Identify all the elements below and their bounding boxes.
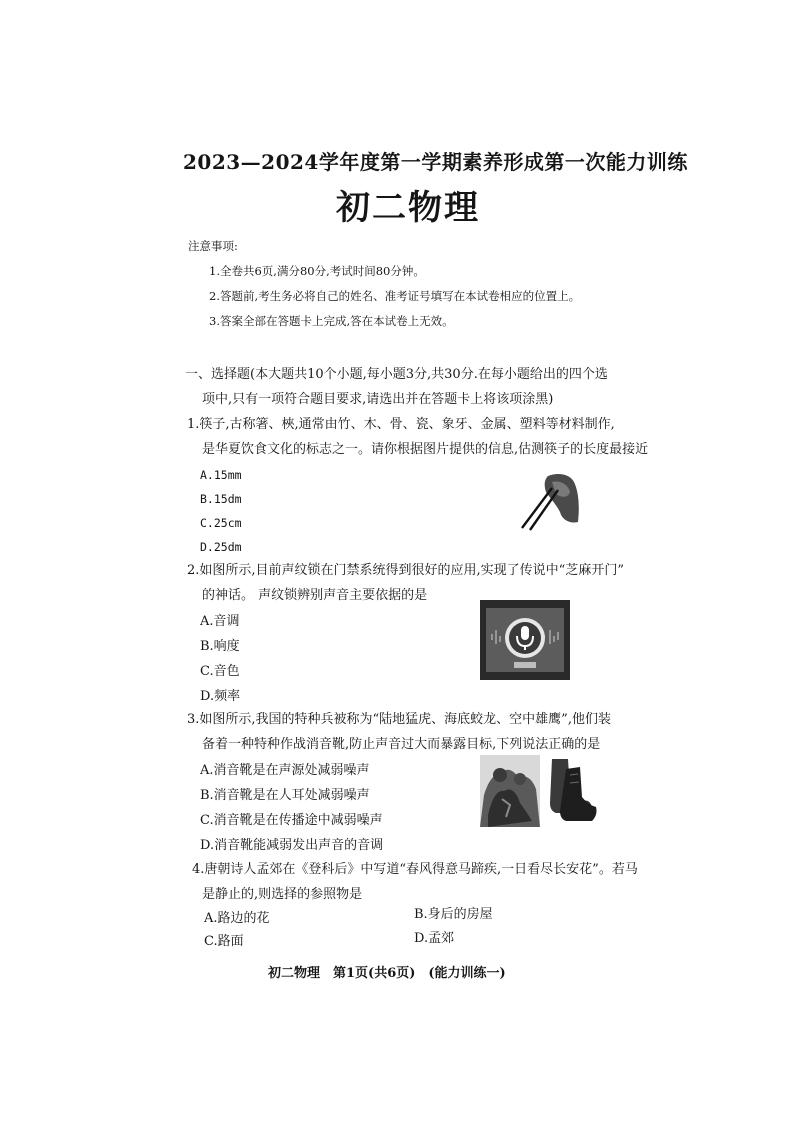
chopsticks-hand-icon bbox=[518, 468, 582, 532]
page-footer: 初二物理 第1页(共6页) (能力训练一) bbox=[268, 966, 506, 981]
q3-stem-line1: 3.如图所示,我国的特种兵被称为“陆地猛虎、海底蛟龙、空中雄鹰”,他们装 bbox=[187, 712, 611, 727]
microphone-icon bbox=[480, 600, 570, 680]
q3-option-b: B.消音靴是在人耳处减弱噪声 bbox=[200, 788, 370, 803]
note-item-3: 3.答案全部在答题卡上完成,答在本试卷上无效。 bbox=[209, 314, 454, 328]
note-item-1: 1.全卷共6页,满分80分,考试时间80分钟。 bbox=[209, 264, 425, 278]
q4-option-c: C.路面 bbox=[204, 934, 244, 949]
q2-option-b: B.响度 bbox=[200, 639, 240, 654]
notes-heading: 注意事项: bbox=[188, 239, 238, 253]
q3-stem-line2: 备着一种特种作战消音靴,防止声音过大而暴露目标,下列说法正确的是 bbox=[202, 737, 601, 752]
q1-option-a: A.15mm bbox=[200, 468, 242, 482]
q4-option-d: D.孟郊 bbox=[414, 931, 455, 946]
section1-line2: 项中,只有一项符合题目要求,请选出并在答题卡上将该项涂黑) bbox=[202, 392, 554, 407]
q1-stem-line2: 是华夏饮食文化的标志之一。请你根据图片提供的信息,估测筷子的长度最接近 bbox=[202, 442, 649, 457]
q2-option-d: D.频率 bbox=[200, 689, 241, 704]
q2-stem-line2: 的神话。 声纹锁辨别声音主要依据的是 bbox=[202, 588, 428, 603]
q1-option-c: C.25cm bbox=[200, 516, 242, 530]
q3-option-d: D.消音靴能减弱发出声音的音调 bbox=[200, 838, 384, 853]
q2-stem-line1: 2.如图所示,目前声纹锁在门禁系统得到很好的应用,实现了传说中“芝麻开门” bbox=[187, 563, 624, 578]
q3-option-a: A.消音靴是在声源处减弱噪声 bbox=[200, 763, 370, 778]
q2-option-a: A.音调 bbox=[200, 614, 240, 629]
q3-option-c: C.消音靴是在传播途中减弱噪声 bbox=[200, 813, 383, 828]
q4-option-b: B.身后的房屋 bbox=[414, 907, 493, 922]
q1-stem-line1: 1.筷子,古称箸、梜,通常由竹、木、骨、瓷、象牙、金属、塑料等材料制作, bbox=[187, 417, 615, 432]
note-item-2: 2.答题前,考生务必将自己的姓名、准考证号填写在本试卷相应的位置上。 bbox=[209, 289, 581, 303]
q2-option-c: C.音色 bbox=[200, 664, 240, 679]
q4-option-a: A.路边的花 bbox=[204, 911, 270, 926]
q4-stem-line1: 4.唐朝诗人孟郊在《登科后》中写道“春风得意马蹄疾,一日看尽长安花”。若马 bbox=[192, 862, 638, 877]
soldiers-photo-icon bbox=[480, 755, 540, 827]
section1-line1: 一、选择题(本大题共10个小题,每小题3分,共30分.在每小题给出的四个选 bbox=[185, 367, 608, 382]
subject-title: 初二物理 bbox=[336, 188, 480, 228]
boots-icon bbox=[546, 755, 598, 827]
exam-title: 2023—2024学年度第一学期素养形成第一次能力训练 bbox=[183, 150, 688, 174]
q4-stem-line2: 是静止的,则选择的参照物是 bbox=[202, 887, 363, 902]
q1-option-d: D.25dm bbox=[200, 540, 242, 554]
q1-option-b: B.15dm bbox=[200, 492, 242, 506]
